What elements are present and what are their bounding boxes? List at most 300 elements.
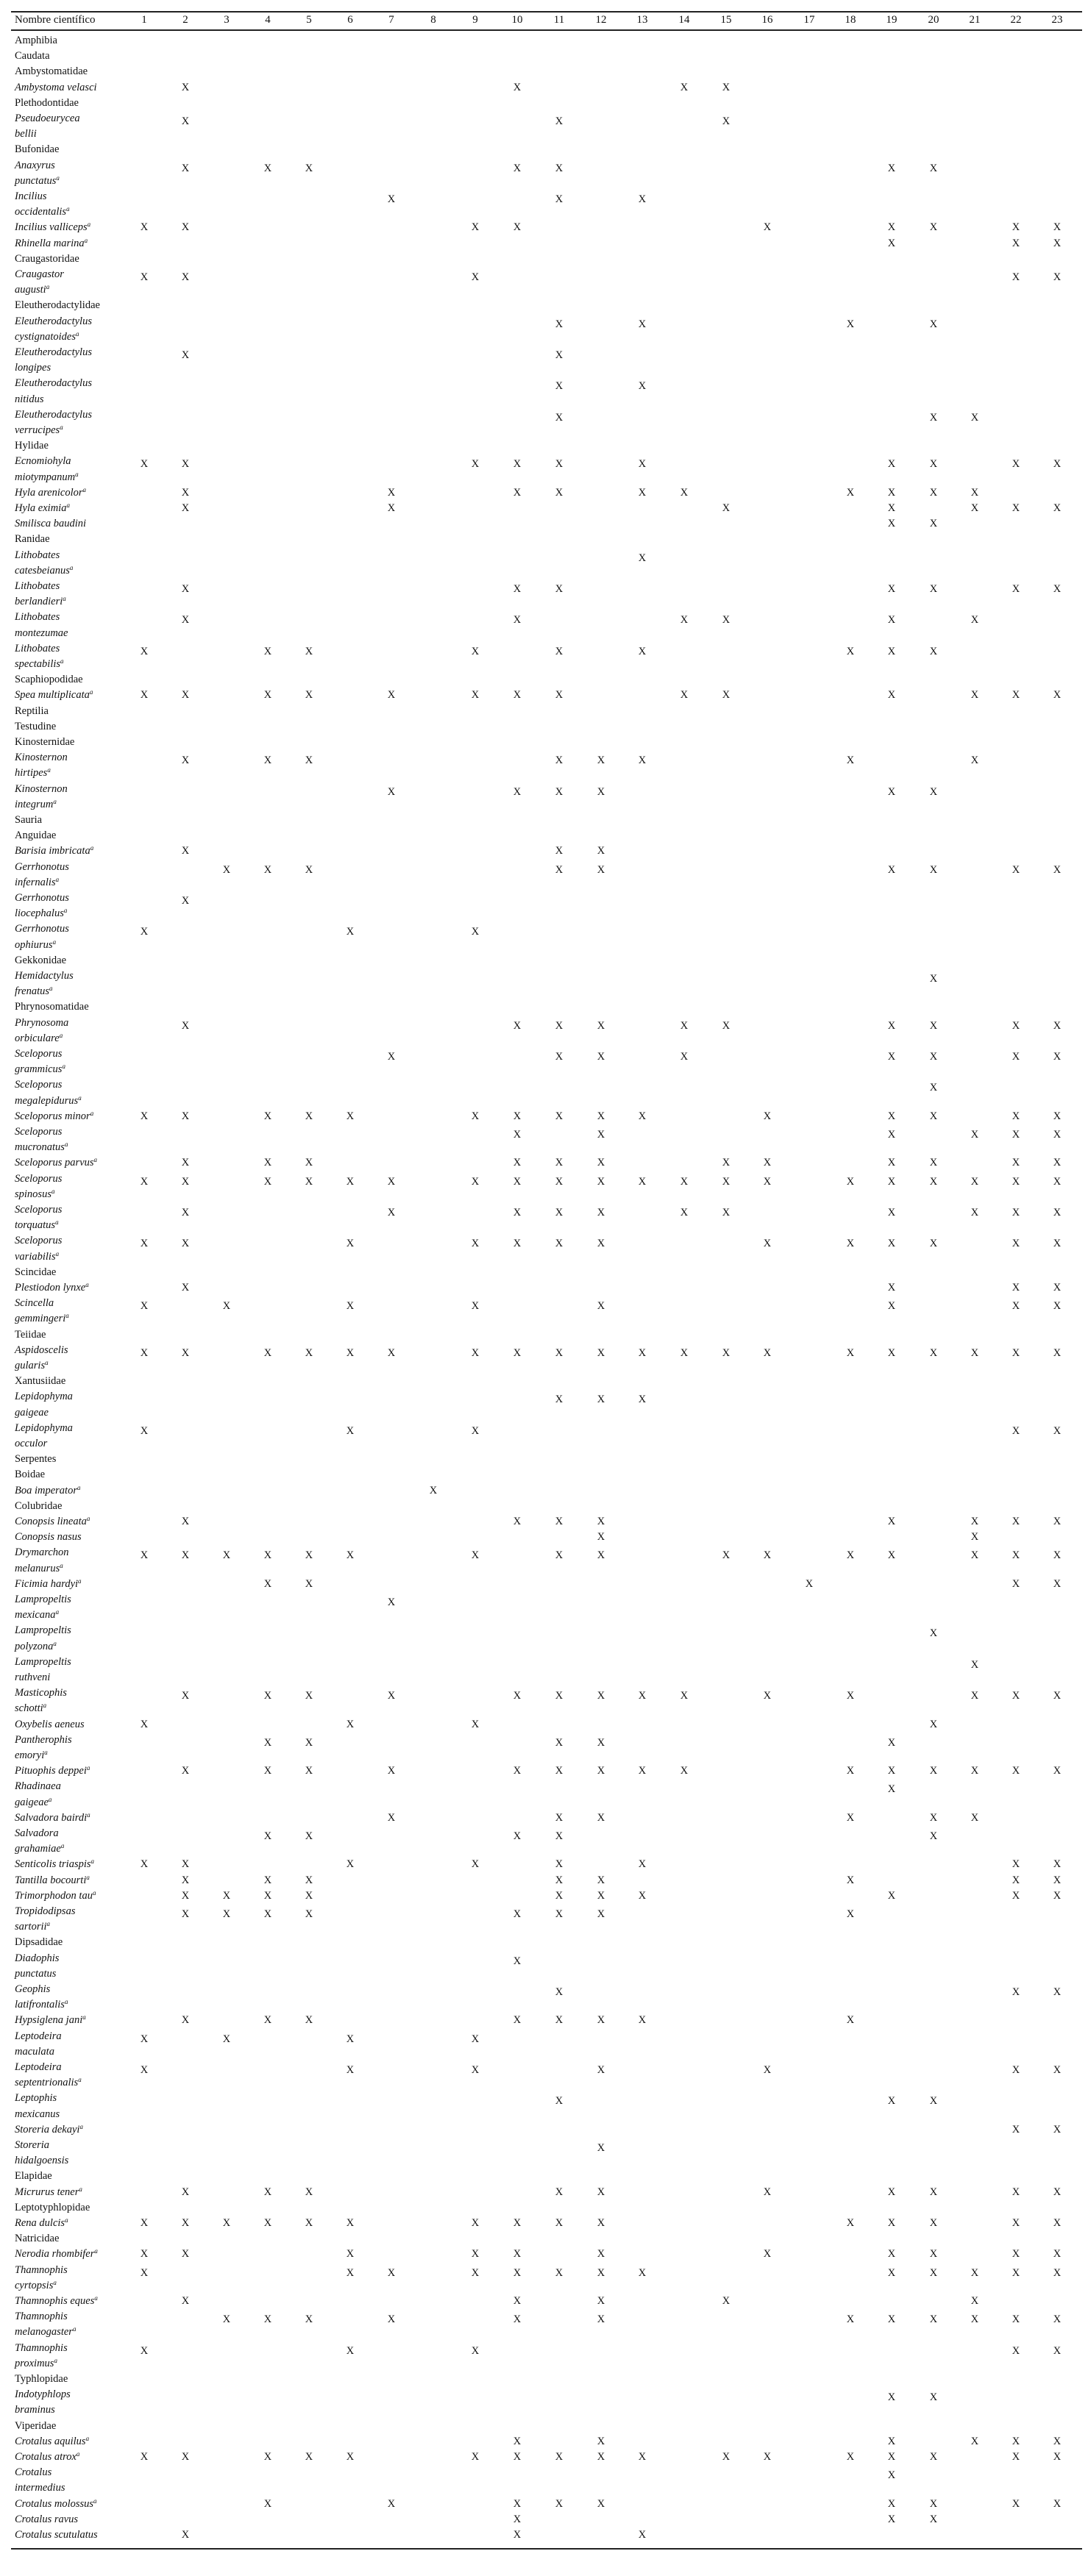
presence-mark: X [513, 1690, 522, 1702]
presence-mark: X [471, 1858, 480, 1871]
presence-mark: X [597, 785, 605, 798]
species-name: Sceloporus [15, 1079, 63, 1091]
presence-mark: X [555, 645, 563, 657]
presence-mark: X [846, 1175, 855, 1188]
presence-mark: X [181, 1175, 190, 1188]
presence-mark: X [1011, 863, 1020, 876]
header-rule [11, 29, 1082, 31]
species-name: Eleutherodactylus [15, 408, 92, 421]
footnote-marker: a [55, 1608, 60, 1616]
species-name: Crotalus scutulatus [15, 2529, 98, 2541]
presence-mark: X [387, 1175, 396, 1188]
presence-mark: X [263, 1830, 272, 1842]
presence-mark: X [305, 863, 313, 876]
presence-mark: X [929, 221, 938, 234]
presence-mark: X [680, 1765, 689, 1777]
species-name: occidentalis$^a$ [15, 205, 70, 218]
presence-mark: X [346, 1300, 355, 1313]
presence-mark: X [513, 221, 522, 234]
presence-mark: X [638, 2266, 647, 2279]
presence-mark: X [555, 754, 563, 767]
species-name: Sceloporus [15, 1204, 63, 1216]
presence-mark: X [555, 1765, 563, 1777]
presence-mark: X [555, 1051, 563, 1063]
footnote-marker: a [78, 1093, 82, 1102]
species-name: Leptodeira [15, 2061, 62, 2073]
species-name: Tantilla bocourti$^a$ [15, 1873, 90, 1886]
presence-mark: X [263, 1690, 272, 1702]
presence-mark: X [513, 2497, 522, 2510]
presence-mark: X [263, 1577, 272, 1590]
footnote-marker: a [84, 236, 88, 244]
footnote-marker: a [55, 1249, 60, 1257]
presence-mark: X [555, 1736, 563, 1749]
presence-mark: X [763, 221, 772, 234]
species-name: spinosus$^a$ [15, 1187, 55, 1200]
presence-mark: X [887, 863, 896, 876]
species-name: Craugastor [15, 268, 64, 280]
presence-mark: X [1011, 2248, 1020, 2261]
taxon-group-name: Phrynosomatidae [15, 1001, 89, 1013]
presence-mark: X [597, 1238, 605, 1250]
presence-mark: X [887, 2435, 896, 2447]
presence-mark: X [1011, 1889, 1020, 1902]
presence-mark: X [1011, 689, 1020, 702]
presence-mark: X [1011, 1157, 1020, 1169]
presence-mark: X [887, 2095, 896, 2108]
presence-mark: X [638, 1175, 647, 1188]
presence-mark: X [929, 486, 938, 499]
column-header-site: 6 [347, 14, 353, 26]
presence-mark: X [763, 2186, 772, 2198]
presence-mark: X [722, 81, 730, 93]
top-rule [11, 11, 1082, 13]
footnote-marker: a [85, 1281, 89, 1288]
presence-mark: X [722, 1549, 730, 1562]
presence-mark: X [263, 1549, 272, 1562]
presence-mark: X [555, 486, 563, 499]
presence-mark: X [305, 2217, 313, 2229]
presence-mark: X [846, 1874, 855, 1886]
presence-mark: X [305, 1157, 313, 1169]
presence-mark: X [471, 221, 480, 234]
presence-mark: X [1011, 1858, 1020, 1871]
presence-mark: X [263, 689, 272, 702]
species-name: Lampropeltis [15, 1655, 71, 1668]
presence-mark: X [555, 2451, 563, 2463]
presence-mark: X [346, 1718, 355, 1730]
footnote-marker: a [82, 485, 86, 493]
presence-mark: X [263, 1765, 272, 1777]
presence-mark: X [513, 1908, 522, 1920]
species-name: mexicana$^a$ [15, 1608, 60, 1621]
presence-mark: X [1053, 458, 1062, 471]
presence-mark: X [181, 1549, 190, 1562]
presence-mark: X [929, 1811, 938, 1824]
column-header-site: 16 [761, 14, 773, 26]
presence-mark: X [181, 1690, 190, 1702]
presence-mark: X [1053, 2266, 1062, 2279]
presence-mark: X [387, 502, 396, 514]
taxon-group-name: Dipsadidae [15, 1936, 63, 1949]
presence-mark: X [597, 1765, 605, 1777]
species-name: Lithobates [15, 611, 60, 624]
presence-mark: X [1011, 1577, 1020, 1590]
species-name: Eleutherodactylus [15, 377, 92, 390]
presence-mark: X [471, 2344, 480, 2357]
column-header-site: 22 [1010, 14, 1022, 26]
footnote-marker: a [63, 595, 66, 603]
presence-mark: X [887, 502, 896, 514]
presence-mark: X [1011, 1346, 1020, 1359]
presence-mark: X [1011, 1516, 1020, 1527]
presence-mark: X [555, 1874, 563, 1886]
presence-mark: X [140, 1238, 149, 1250]
presence-mark: X [555, 1346, 563, 1359]
presence-mark: X [346, 2033, 355, 2045]
presence-mark: X [597, 2266, 605, 2279]
presence-mark: X [763, 1157, 772, 1169]
species-name: Nerodia rhombifer$^a$ [15, 2247, 98, 2261]
presence-mark: X [181, 1889, 190, 1902]
presence-mark: X [555, 1811, 563, 1824]
presence-mark: X [513, 2435, 522, 2447]
presence-mark: X [929, 2313, 938, 2326]
footnote-marker: a [55, 875, 60, 883]
presence-mark: X [722, 115, 730, 127]
species-name: nitidus [15, 393, 44, 405]
species-name: Crotalus molossus$^a$ [15, 2497, 97, 2510]
presence-mark: X [140, 2248, 149, 2261]
footnote-marker: a [87, 221, 91, 229]
presence-mark: X [887, 785, 896, 798]
species-name: Conopsis nasus [15, 1531, 82, 1544]
presence-mark: X [555, 1908, 563, 1920]
presence-mark: X [929, 2248, 938, 2261]
presence-mark: X [638, 1394, 647, 1406]
presence-mark: X [1053, 502, 1062, 514]
presence-mark: X [513, 458, 522, 471]
species-name: Ficimia hardyi$^a$ [15, 1577, 82, 1590]
taxon-group-name: Scaphiopodidae [15, 674, 83, 686]
species-name: Kinosternon [15, 752, 68, 764]
presence-mark: X [222, 1908, 231, 1920]
presence-mark: X [1053, 1516, 1062, 1527]
species-name: miotympanum$^a$ [15, 470, 79, 483]
presence-mark: X [597, 1394, 605, 1406]
presence-mark: X [181, 1238, 190, 1250]
species-name: montezumae [15, 627, 68, 639]
footnote-marker: a [64, 1998, 68, 2006]
presence-mark: X [887, 2391, 896, 2404]
footnote-marker: a [53, 797, 57, 805]
presence-mark: X [597, 1129, 605, 1141]
footnote-marker: a [79, 2122, 83, 2130]
presence-mark: X [597, 1346, 605, 1359]
presence-mark: X [638, 380, 647, 393]
presence-mark: X [846, 1908, 855, 1920]
presence-mark: X [555, 1207, 563, 1219]
presence-mark: X [305, 1830, 313, 1842]
presence-mark: X [513, 1516, 522, 1527]
presence-mark: X [181, 1516, 190, 1527]
presence-mark: X [597, 2497, 605, 2510]
presence-mark: X [1011, 2064, 1020, 2076]
presence-mark: X [513, 1175, 522, 1188]
presence-mark: X [887, 1783, 896, 1796]
footnote-marker: a [85, 2434, 90, 2442]
presence-mark: X [471, 1110, 480, 1122]
presence-mark: X [597, 2248, 605, 2261]
footnote-marker: a [76, 2450, 80, 2458]
species-name: Salvadora [15, 1827, 59, 1839]
presence-mark: X [513, 81, 522, 93]
taxon-group-name: Serpentes [15, 1453, 57, 1466]
presence-mark: X [513, 1238, 522, 1250]
presence-mark: X [887, 1549, 896, 1562]
presence-mark: X [597, 1908, 605, 1920]
presence-mark: X [887, 1765, 896, 1777]
presence-mark: X [181, 1110, 190, 1122]
presence-mark: X [471, 1175, 480, 1188]
presence-mark: X [1011, 1238, 1020, 1250]
presence-mark: X [513, 2295, 522, 2307]
species-name: mucronatus$^a$ [15, 1141, 68, 1154]
species-name: Thamnophis [15, 2263, 68, 2276]
taxon-group-name: Plethodontidae [15, 96, 79, 109]
footnote-marker: a [90, 1858, 95, 1866]
presence-mark: X [887, 1889, 896, 1902]
taxon-group-name: Kinosternidae [15, 736, 75, 748]
presence-mark: X [346, 1549, 355, 1562]
species-name: Gerrhonotus [15, 892, 69, 904]
presence-mark: X [181, 458, 190, 471]
presence-mark: X [181, 271, 190, 283]
presence-mark: X [263, 645, 272, 657]
footnote-marker: a [43, 1702, 47, 1710]
column-header-site: 3 [224, 14, 230, 26]
presence-mark: X [263, 1889, 272, 1902]
presence-mark: X [387, 1596, 396, 1608]
presence-mark: X [305, 1110, 313, 1122]
taxon-group-name: Amphibia [15, 35, 57, 46]
presence-mark: X [929, 2497, 938, 2510]
presence-mark: X [305, 1889, 313, 1902]
footnote-marker: a [78, 2076, 82, 2084]
presence-mark: X [140, 2033, 149, 2045]
presence-mark: X [555, 785, 563, 798]
presence-mark: X [970, 2295, 979, 2307]
species-name: Lithobates [15, 549, 60, 561]
presence-mark: X [846, 2014, 855, 2027]
presence-mark: X [1053, 2313, 1062, 2326]
presence-mark: X [1011, 1110, 1020, 1122]
presence-mark: X [305, 2451, 313, 2463]
presence-mark: X [471, 1718, 480, 1730]
footnote-marker: a [82, 2013, 86, 2022]
presence-mark: X [471, 1424, 480, 1437]
presence-mark: X [305, 1549, 313, 1562]
presence-mark: X [929, 1082, 938, 1094]
species-name: Crotalus aquilus$^a$ [15, 2434, 90, 2447]
presence-mark: X [970, 689, 979, 702]
presence-mark: X [929, 518, 938, 530]
presence-mark: X [1011, 221, 1020, 234]
presence-mark: X [1011, 2497, 1020, 2510]
species-name: Lithobates [15, 642, 60, 654]
presence-mark: X [597, 1736, 605, 1749]
presence-mark: X [387, 193, 396, 205]
species-name: cystignatoides$^a$ [15, 329, 79, 343]
presence-mark: X [263, 1110, 272, 1122]
presence-mark: X [1053, 1019, 1062, 1032]
species-name: Ecnomiohyla [15, 455, 71, 468]
presence-mark: X [597, 863, 605, 876]
presence-mark: X [887, 1516, 896, 1527]
presence-mark: X [887, 486, 896, 499]
presence-mark: X [1011, 1765, 1020, 1777]
presence-mark: X [346, 1424, 355, 1437]
presence-mark: X [555, 1858, 563, 1871]
presence-mark: X [887, 1300, 896, 1313]
presence-mark: X [929, 2095, 938, 2108]
presence-mark: X [1011, 2266, 1020, 2279]
presence-mark: X [1011, 2217, 1020, 2229]
presence-mark: X [140, 2451, 149, 2463]
presence-mark: X [222, 1300, 231, 1313]
footnote-marker: a [93, 2497, 97, 2505]
presence-mark: X [887, 2186, 896, 2198]
taxon-group-name: Xantusiidae [15, 1375, 66, 1388]
presence-mark: X [140, 221, 149, 234]
species-name: cyrtopsis$^a$ [15, 2278, 57, 2291]
presence-mark: X [387, 1690, 396, 1702]
presence-mark: X [805, 1577, 814, 1590]
taxon-group-name: Natricidae [15, 2233, 60, 2245]
presence-mark: X [970, 1207, 979, 1219]
presence-mark: X [263, 863, 272, 876]
presence-mark: X [722, 2451, 730, 2463]
presence-mark: X [181, 2295, 190, 2307]
species-name: Micrurus tener$^a$ [15, 2185, 82, 2198]
presence-mark: X [1053, 2451, 1062, 2463]
presence-mark: X [1053, 1690, 1062, 1702]
species-name: Eleutherodactylus [15, 346, 92, 358]
presence-mark: X [346, 2266, 355, 2279]
presence-mark: X [887, 1736, 896, 1749]
species-name: Rhinella marina$^a$ [15, 236, 88, 249]
presence-mark: X [929, 1627, 938, 1640]
presence-mark: X [555, 2497, 563, 2510]
presence-mark: X [887, 458, 896, 471]
presence-mark: X [555, 380, 563, 393]
taxon-group-name: Hylidae [15, 440, 49, 452]
species-name: Pseudoeurycea [15, 113, 80, 124]
taxon-group-name: Leptotyphlopidae [15, 2201, 90, 2213]
presence-mark: X [513, 486, 522, 499]
footnote-marker: a [66, 502, 70, 509]
presence-mark: X [597, 2217, 605, 2229]
presence-mark: X [638, 1765, 647, 1777]
presence-mark: X [222, 1549, 231, 1562]
presence-mark: X [346, 2344, 355, 2357]
presence-mark: X [305, 645, 313, 657]
presence-mark: X [680, 1690, 689, 1702]
footnote-marker: a [94, 2294, 98, 2302]
species-name: Hyla eximia$^a$ [15, 502, 70, 514]
presence-mark: X [1011, 1874, 1020, 1886]
presence-mark: X [513, 2266, 522, 2279]
species-name: maculata [15, 2045, 54, 2058]
presence-mark: X [929, 1019, 938, 1032]
presence-mark: X [929, 2266, 938, 2279]
species-name: Rena dulcis$^a$ [15, 2216, 68, 2229]
species-name: Sceloporus minor$^a$ [15, 1109, 94, 1122]
species-name: occulor [15, 1438, 48, 1449]
presence-mark: X [555, 2217, 563, 2229]
presence-mark: X [970, 1658, 979, 1671]
species-name: Sceloporus parvus$^a$ [15, 1156, 98, 1169]
species-name: Salvadora bairdi$^a$ [15, 1810, 90, 1824]
presence-mark: X [929, 863, 938, 876]
presence-mark: X [140, 926, 149, 938]
presence-mark: X [513, 162, 522, 174]
presence-mark: X [1053, 1051, 1062, 1063]
species-name: Lithobates [15, 580, 60, 592]
presence-mark: X [722, 1157, 730, 1169]
presence-mark: X [181, 349, 190, 361]
presence-mark: X [887, 583, 896, 595]
species-name: Tropidodipsas [15, 1905, 76, 1917]
taxon-group-name: Scincidae [15, 1266, 57, 1278]
column-header-site: 7 [388, 14, 394, 26]
species-name: Sceloporus [15, 1172, 63, 1185]
taxon-group-name: Eleutherodactylidae [15, 299, 100, 312]
presence-mark: X [263, 1736, 272, 1749]
species-name: Thamnophis [15, 2341, 68, 2354]
species-name: Aspidoscelis [15, 1344, 68, 1356]
presence-mark: X [970, 1175, 979, 1188]
presence-mark: X [263, 1346, 272, 1359]
presence-mark: X [140, 2217, 149, 2229]
species-name: catesbeianus$^a$ [15, 563, 74, 577]
species-name: Hypsiglena jani$^a$ [15, 2013, 86, 2027]
presence-mark: X [471, 458, 480, 471]
presence-mark: X [929, 973, 938, 985]
presence-mark: X [970, 1765, 979, 1777]
presence-mark: X [181, 221, 190, 234]
presence-mark: X [387, 2497, 396, 2510]
presence-mark: X [555, 1157, 563, 1169]
presence-mark: X [597, 1051, 605, 1063]
presence-mark: X [263, 2451, 272, 2463]
presence-mark: X [471, 645, 480, 657]
presence-mark: X [1053, 1577, 1062, 1590]
presence-mark: X [722, 1346, 730, 1359]
presence-mark: X [181, 2529, 190, 2541]
presence-mark: X [555, 1110, 563, 1122]
presence-mark: X [305, 1175, 313, 1188]
presence-mark: X [1053, 1346, 1062, 1359]
presence-mark: X [263, 1874, 272, 1886]
presence-mark: X [887, 1051, 896, 1063]
presence-mark: X [638, 645, 647, 657]
taxon-group-name: Ranidae [15, 533, 50, 546]
species-name: Crotalus ravus [15, 2513, 79, 2525]
presence-mark: X [970, 1129, 979, 1141]
presence-mark: X [846, 1690, 855, 1702]
species-name: orbiculare$^a$ [15, 1031, 63, 1044]
